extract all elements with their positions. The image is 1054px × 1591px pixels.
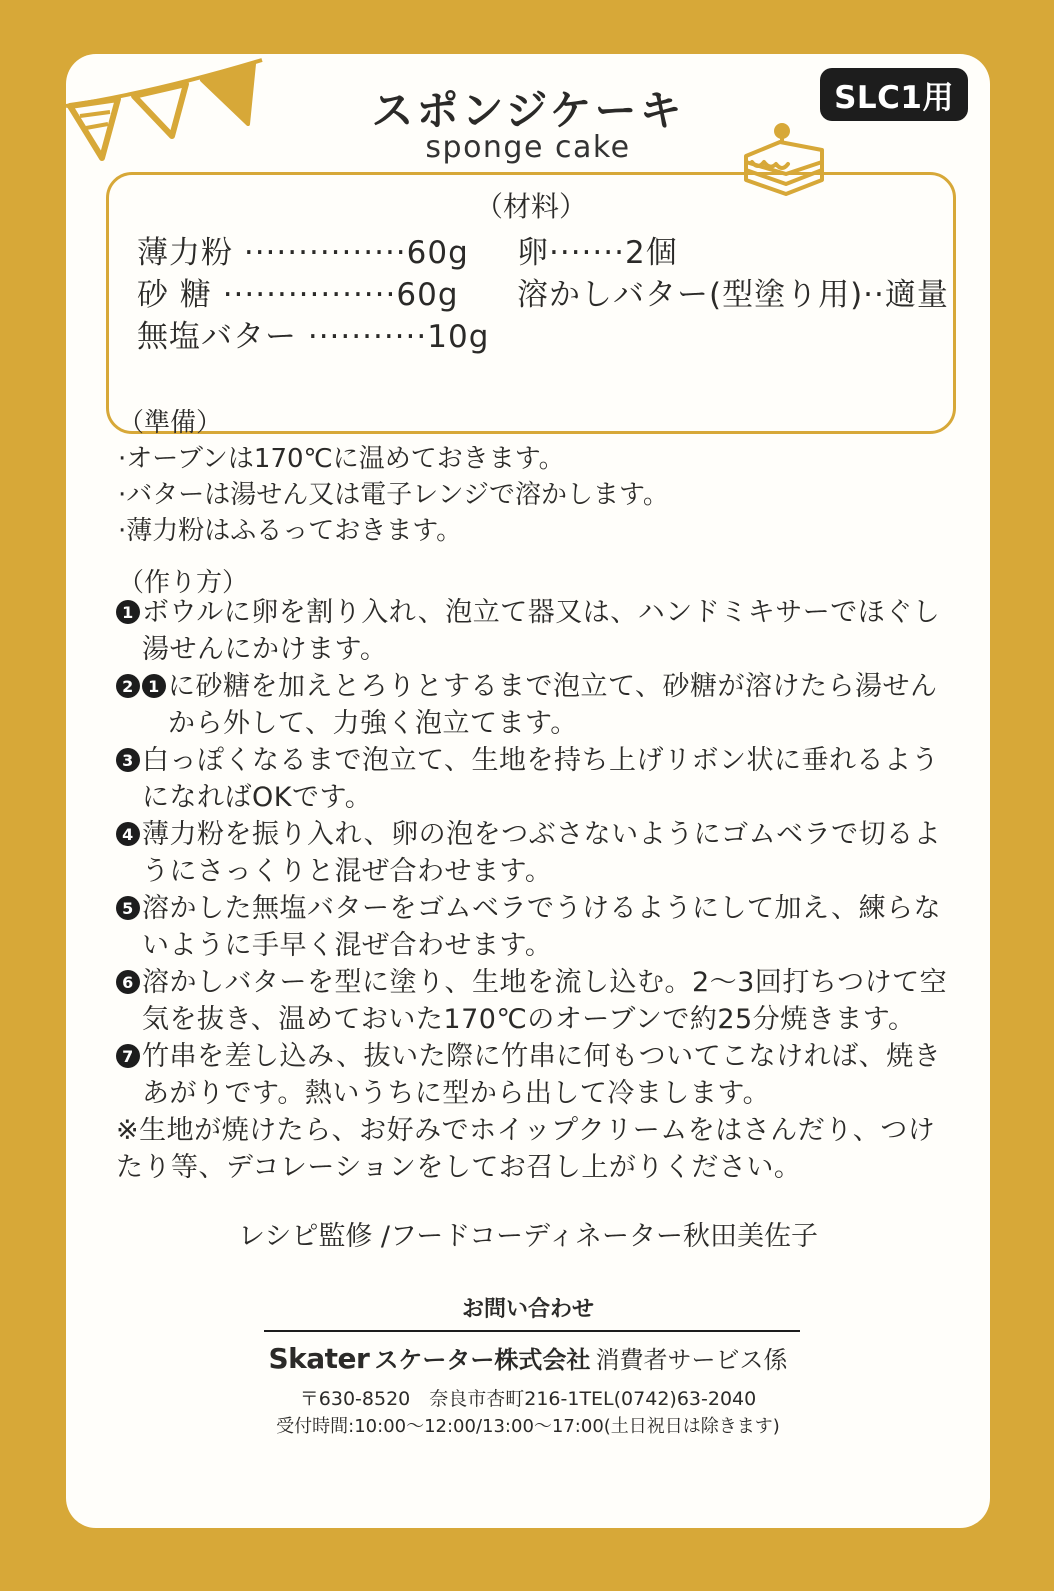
recipe-supervision: レシピ監修 /フードコーディネーター秋田美佐子: [238, 1221, 818, 1252]
method-heading: （作り方）: [118, 568, 249, 598]
step-number-icon: 7: [116, 1044, 140, 1068]
recipe-card: [66, 54, 990, 1528]
step-text: 薄力粉を振り入れ、卵の泡をつぶさないようにゴムベラで切るようにさっくりと混ぜ合わせます。: [142, 819, 942, 887]
method-step: [116, 816, 961, 890]
model-badge: SLC1用: [820, 68, 968, 121]
preparation-heading: （準備）: [118, 408, 223, 438]
contact-heading: お問い合わせ: [461, 1297, 594, 1322]
ingredients-heading: （材料）: [474, 190, 587, 223]
contact-divider: [264, 1330, 800, 1332]
step-number-icon: 6: [116, 970, 140, 994]
company-line: [66, 1340, 990, 1375]
department-name: 消費者サービス係: [595, 1346, 788, 1374]
step-number-icon: 5: [116, 896, 140, 920]
ingredient-item: 無塩バター ···········10g: [137, 319, 490, 355]
method-step: [116, 964, 961, 1038]
method-step: [116, 890, 961, 964]
ingredient-item: 砂 糖 ················60g: [137, 277, 459, 313]
step-reference-icon: 1: [142, 674, 166, 698]
method-note: ※生地が焼けたら、お好みでホイップクリームをはさんだり、つけたり等、デコレーションをしてお召し上がりください。: [116, 1115, 936, 1183]
ingredient-item: 溶かしバター(型塗り用)··適量: [517, 277, 949, 313]
step-number-icon: 2: [116, 674, 140, 698]
step-number-icon: 4: [116, 822, 140, 846]
step-text: 溶かした無塩バターをゴムベラでうけるようにして加え、練らないように手早く混ぜ合わせます。: [142, 893, 942, 961]
step-text: 白っぽくなるまで泡立て、生地を持ち上げリボン状に垂れるようになればOKです。: [142, 745, 939, 813]
contact-hours: 受付時間:10:00〜12:00/13:00〜17:00(土日祝日は除きます): [276, 1416, 780, 1437]
contact-address: 〒630-8520 奈良市杏町216-1TEL(0742)63-2040: [299, 1388, 757, 1410]
method-step: [116, 594, 961, 668]
preparation-line: ·オーブンは170℃に温めておきます。: [118, 444, 565, 474]
company-name: スケーター株式会社: [374, 1346, 591, 1374]
ingredients-box: [106, 172, 956, 434]
method-step: [116, 742, 961, 816]
recipe-subtitle: sponge cake: [425, 130, 631, 165]
preparation-line: ·バターは湯せん又は電子レンジで溶かします。: [118, 480, 669, 510]
recipe-title: スポンジケーキ: [371, 86, 685, 135]
step-number-icon: 1: [116, 600, 140, 624]
brand-logo: Skater: [268, 1342, 370, 1375]
method-step: [116, 668, 961, 742]
ingredient-item: 卵·······2個: [517, 235, 678, 271]
step-number-icon: 3: [116, 748, 140, 772]
step-text: ボウルに卵を割り入れ、泡立て器又は、ハンドミキサーでほぐし湯せんにかけます。: [142, 597, 941, 665]
step-text: に砂糖を加えとろりとするまで泡立て、砂糖が溶けたら湯せんから外して、力強く泡立てます。: [168, 671, 938, 739]
step-text: 溶かしバターを型に塗り、生地を流し込む。2〜3回打ちつけて空気を抜き、温めておいた170℃のオーブンで約25分焼きます。: [142, 967, 948, 1035]
method-steps: [116, 594, 961, 1186]
step-text: 竹串を差し込み、抜いた際に竹串に何もついてこなければ、焼きあがりです。熱いうちに型から出して冷まします。: [142, 1041, 942, 1109]
method-step: [116, 1038, 961, 1112]
ingredient-item: 薄力粉 ···············60g: [137, 235, 469, 271]
preparation-line: ·薄力粉はふるっておきます。: [118, 516, 463, 546]
